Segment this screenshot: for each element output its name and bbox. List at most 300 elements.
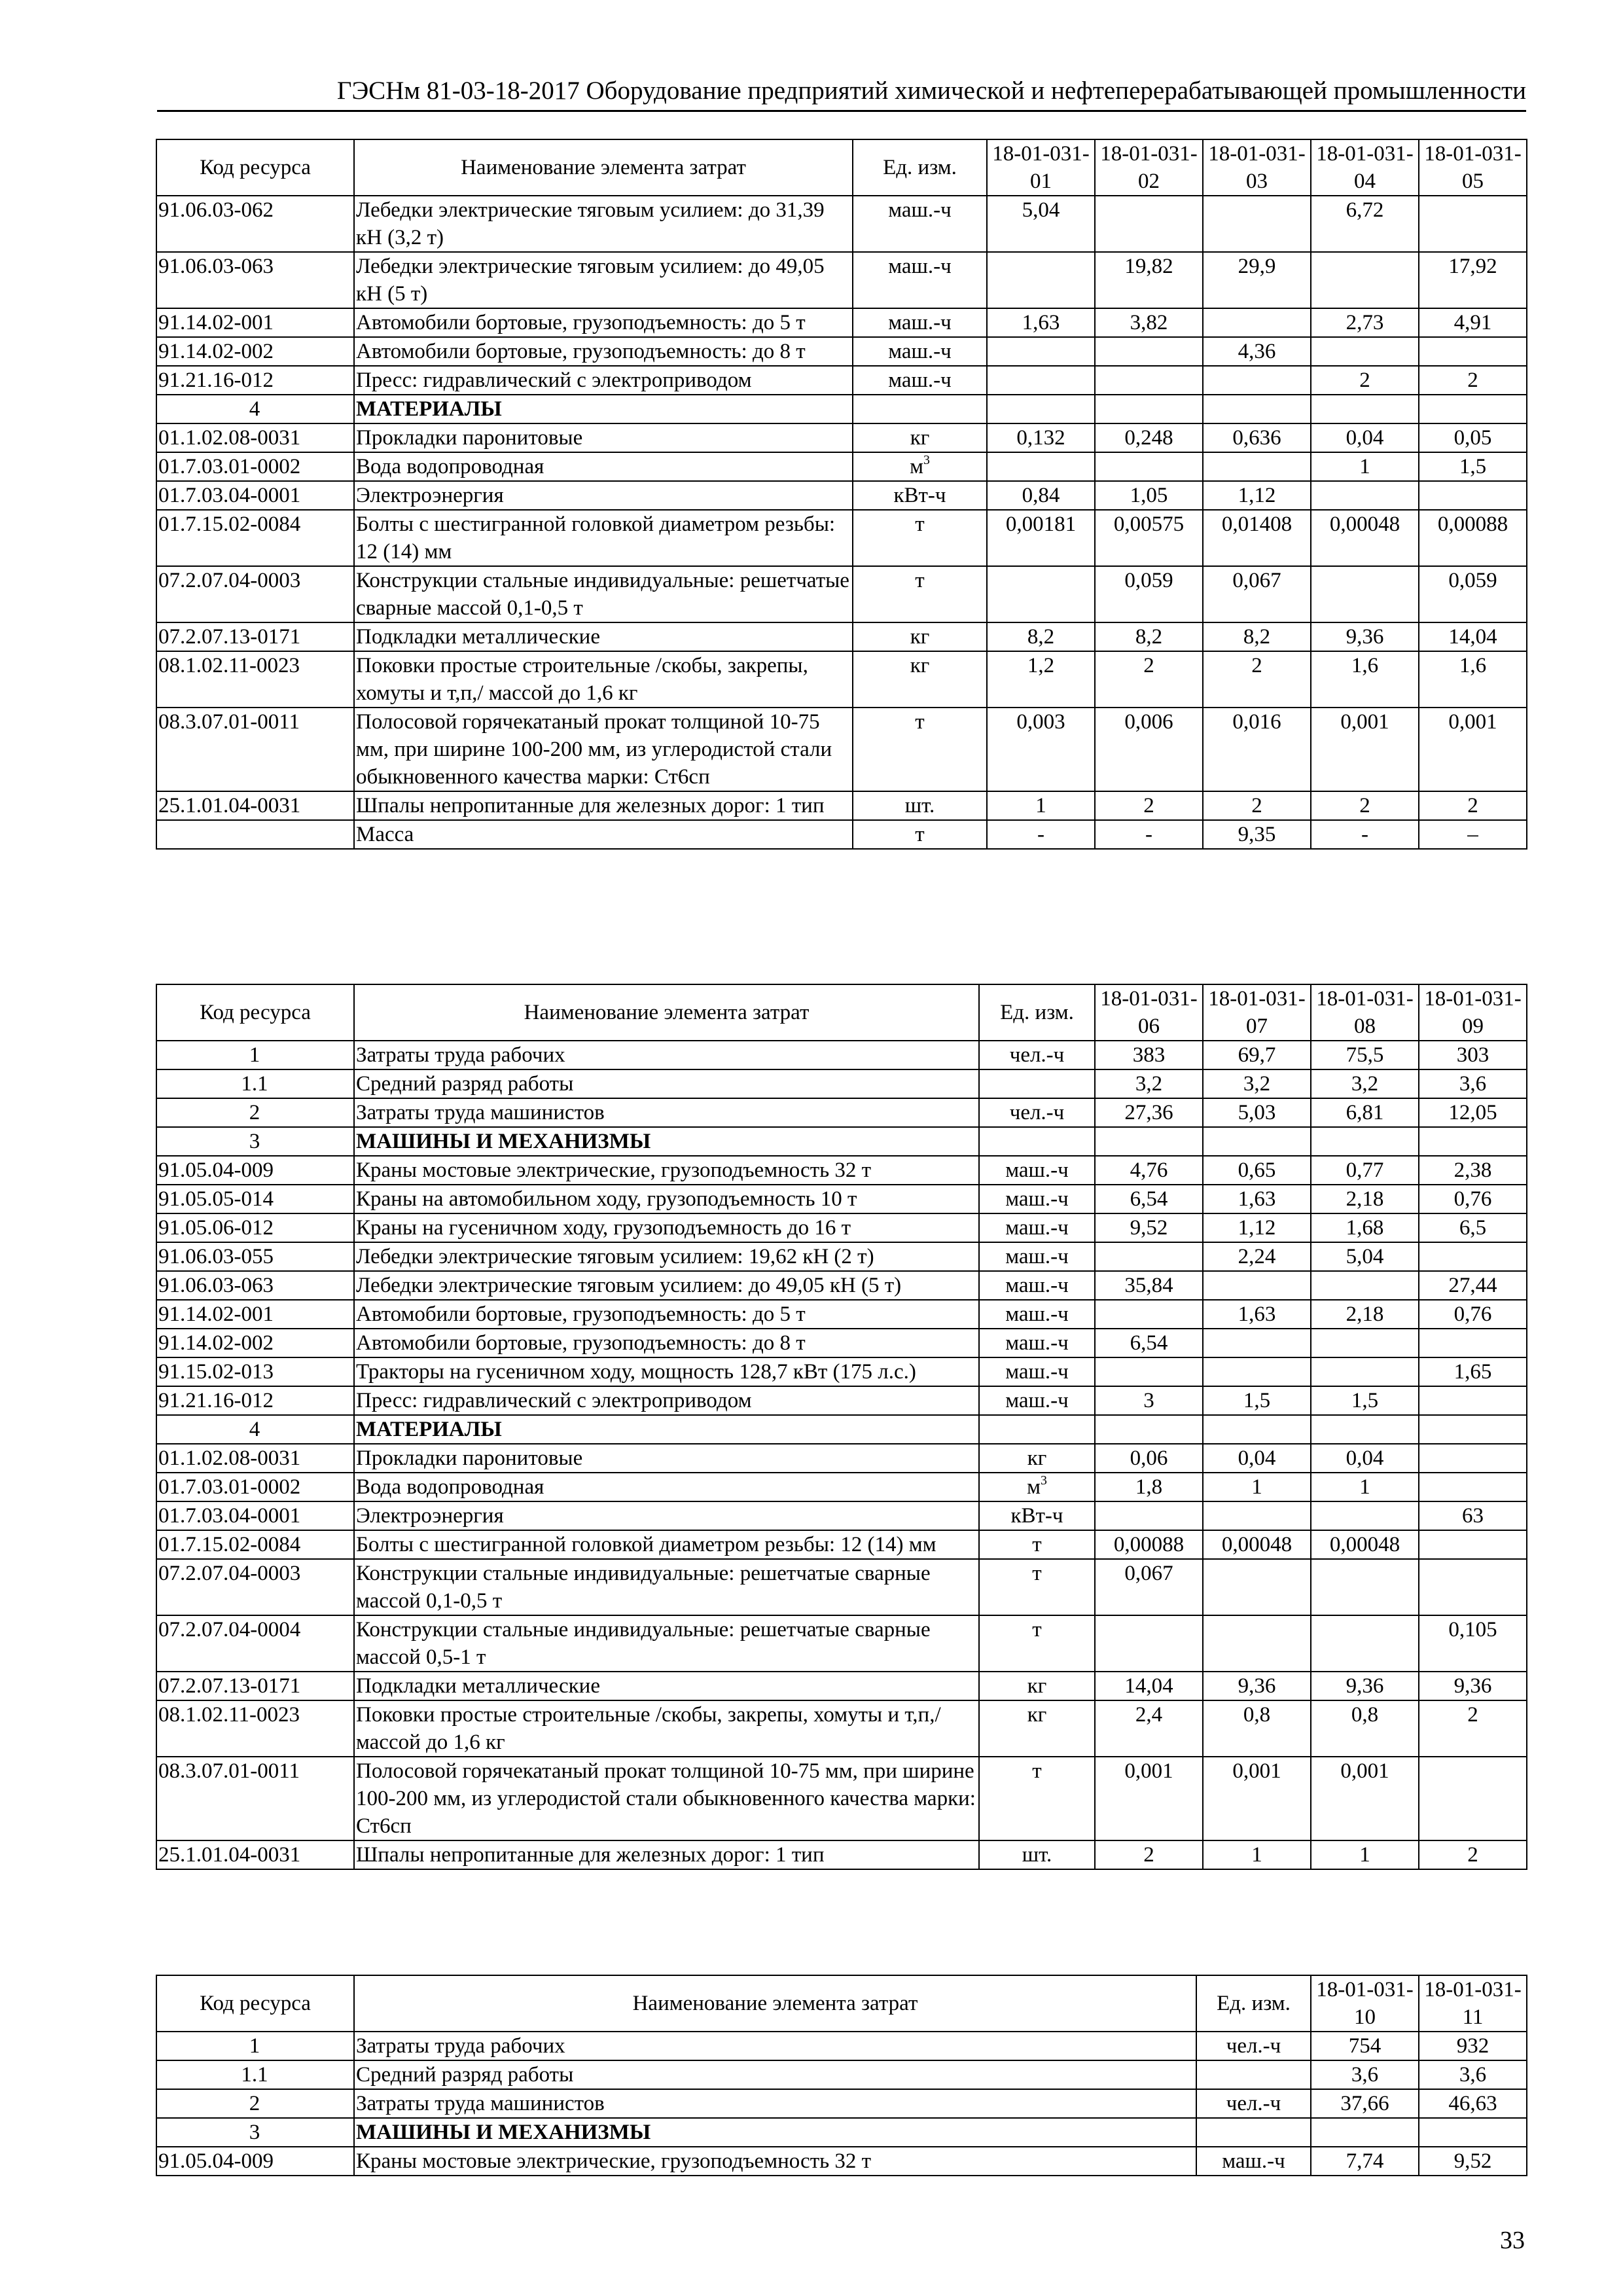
resource-unit bbox=[853, 481, 987, 510]
rate-value: 0,8 bbox=[1203, 1700, 1311, 1757]
rate-value: 0,001 bbox=[1095, 1757, 1203, 1840]
resource-code: 08.1.02.11-0023 bbox=[156, 651, 354, 708]
rate-value: 0,04 bbox=[1311, 423, 1419, 452]
rate-value bbox=[1311, 1357, 1419, 1386]
rate-value: 0,059 bbox=[1419, 566, 1527, 622]
table-row bbox=[156, 1444, 1527, 1473]
rate-value bbox=[1203, 1271, 1311, 1300]
resource-name: Пресс: гидравлический с электроприводом bbox=[354, 366, 853, 395]
rate-value: 63 bbox=[1419, 1501, 1527, 1530]
resource-code: 91.14.02-002 bbox=[156, 1329, 354, 1357]
unit-text: кВт-ч bbox=[1010, 1504, 1063, 1528]
rate-value: 4,91 bbox=[1419, 308, 1527, 337]
rate-value: 9,52 bbox=[1419, 2147, 1527, 2176]
resource-code: 1.1 bbox=[156, 1069, 354, 1098]
rate-value bbox=[1095, 1357, 1203, 1386]
resource-code: 2 bbox=[156, 1098, 354, 1127]
rate-value bbox=[1095, 395, 1203, 423]
rate-value: 5,04 bbox=[1311, 1242, 1419, 1271]
resource-name: Подкладки металлические bbox=[354, 1672, 979, 1700]
resource-code: 01.1.02.08-0031 bbox=[156, 1444, 354, 1473]
unit-text: т bbox=[915, 823, 925, 846]
rate-value: 2 bbox=[1419, 366, 1527, 395]
rate-value: 0,05 bbox=[1419, 423, 1527, 452]
resource-unit bbox=[853, 423, 987, 452]
rate-value: 3,6 bbox=[1419, 2060, 1527, 2089]
rate-value: 5,04 bbox=[987, 196, 1095, 252]
rate-value: 0,248 bbox=[1095, 423, 1203, 452]
rate-value: 932 bbox=[1419, 2032, 1527, 2060]
resource-code: 01.1.02.08-0031 bbox=[156, 423, 354, 452]
rate-value bbox=[1203, 366, 1311, 395]
table-row bbox=[156, 1473, 1527, 1501]
resource-name: МАТЕРИАЛЫ bbox=[354, 395, 853, 423]
page-number: 33 bbox=[1500, 2227, 1525, 2254]
rate-value bbox=[1203, 1127, 1311, 1156]
rate-value: 0,001 bbox=[1311, 708, 1419, 791]
unit-text: маш.-ч bbox=[1005, 1216, 1069, 1240]
unit-text: т bbox=[915, 710, 925, 734]
rate-value: - bbox=[1095, 820, 1203, 849]
rate-value: 75,5 bbox=[1311, 1041, 1419, 1069]
col-header-rate: 18-01-031-09 bbox=[1419, 984, 1527, 1041]
rate-value: 0,8 bbox=[1311, 1700, 1419, 1757]
rate-value bbox=[1419, 1473, 1527, 1501]
resource-name: Конструкции стальные индивидуальные: решетчатые сварные массой 0,1-0,5 т bbox=[354, 566, 853, 622]
resource-code: 01.7.15.02-0084 bbox=[156, 1530, 354, 1559]
rate-value: 1 bbox=[1203, 1840, 1311, 1869]
rate-value bbox=[1419, 1530, 1527, 1559]
rate-value: 2 bbox=[1419, 1840, 1527, 1869]
rate-value: 2 bbox=[1419, 1700, 1527, 1757]
rate-value: 0,00088 bbox=[1419, 510, 1527, 566]
resource-unit bbox=[853, 622, 987, 651]
unit-text: т bbox=[915, 512, 925, 536]
resource-code: 91.14.02-002 bbox=[156, 337, 354, 366]
col-header-unit: Ед. изм. bbox=[979, 984, 1095, 1041]
resource-code: 3 bbox=[156, 1127, 354, 1156]
resource-name: Прокладки паронитовые bbox=[354, 1444, 979, 1473]
table-row bbox=[156, 2147, 1527, 2176]
resource-code: 91.05.05-014 bbox=[156, 1185, 354, 1213]
rate-value bbox=[1203, 308, 1311, 337]
rate-value bbox=[1095, 452, 1203, 481]
resource-code: 01.7.03.04-0001 bbox=[156, 481, 354, 510]
resource-code: 01.7.03.01-0002 bbox=[156, 1473, 354, 1501]
resource-name: Поковки простые строительные /скобы, закрепы, хомуты и т,п,/ массой до 1,6 кг bbox=[354, 651, 853, 708]
resource-code: 91.06.03-063 bbox=[156, 1271, 354, 1300]
rate-value: 0,067 bbox=[1203, 566, 1311, 622]
rate-value bbox=[1419, 196, 1527, 252]
rate-value: 0,01408 bbox=[1203, 510, 1311, 566]
rate-value: 0,04 bbox=[1203, 1444, 1311, 1473]
resource-unit bbox=[853, 308, 987, 337]
resource-code: 91.06.03-062 bbox=[156, 196, 354, 252]
rate-value: 5,03 bbox=[1203, 1098, 1311, 1127]
resource-unit bbox=[1196, 2089, 1311, 2118]
resource-unit bbox=[853, 510, 987, 566]
rate-value: 0,06 bbox=[1095, 1444, 1203, 1473]
resource-name: Шпалы непропитанные для железных дорог: 1 тип bbox=[354, 1840, 979, 1869]
resource-code: 91.06.03-055 bbox=[156, 1242, 354, 1271]
col-header-rate: 18-01-031-01 bbox=[987, 139, 1095, 196]
unit-text: т bbox=[1032, 1618, 1042, 1641]
rate-value bbox=[1419, 2118, 1527, 2147]
unit-text: кг bbox=[1027, 1674, 1047, 1698]
resource-code: 1.1 bbox=[156, 2060, 354, 2089]
table-row bbox=[156, 1242, 1527, 1271]
resource-unit bbox=[979, 1386, 1095, 1415]
table-row bbox=[156, 2089, 1527, 2118]
resource-unit bbox=[853, 337, 987, 366]
table-row bbox=[156, 2060, 1527, 2089]
rate-value: 1,5 bbox=[1419, 452, 1527, 481]
rate-value: 3,82 bbox=[1095, 308, 1203, 337]
table-row bbox=[156, 452, 1527, 481]
unit-text: кг bbox=[910, 625, 930, 649]
rate-value: 0,016 bbox=[1203, 708, 1311, 791]
rate-value: 4,76 bbox=[1095, 1156, 1203, 1185]
resource-name: Краны мостовые электрические, грузоподъемность 32 т bbox=[354, 2147, 1196, 2176]
unit-text: кг bbox=[1027, 1703, 1047, 1727]
rate-value: 9,36 bbox=[1311, 1672, 1419, 1700]
rate-value: 1,12 bbox=[1203, 481, 1311, 510]
rate-value: 6,54 bbox=[1095, 1329, 1203, 1357]
unit-text: маш.-ч bbox=[888, 311, 952, 334]
resource-code: 4 bbox=[156, 1415, 354, 1444]
resource-code: 91.05.04-009 bbox=[156, 2147, 354, 2176]
resource-name: Вода водопроводная bbox=[354, 1473, 979, 1501]
resource-name: МАТЕРИАЛЫ bbox=[354, 1415, 979, 1444]
resource-name: Поковки простые строительные /скобы, закрепы, хомуты и т,п,/ массой до 1,6 кг bbox=[354, 1700, 979, 1757]
resource-name: Болты с шестигранной головкой диаметром резьбы: 12 (14) мм bbox=[354, 510, 853, 566]
rate-value: 1 bbox=[1311, 1840, 1419, 1869]
resource-unit bbox=[853, 395, 987, 423]
rate-value: 0,04 bbox=[1311, 1444, 1419, 1473]
resource-unit bbox=[979, 1700, 1095, 1757]
resource-name: Затраты труда машинистов bbox=[354, 2089, 1196, 2118]
rate-value: 1,2 bbox=[987, 651, 1095, 708]
table-row bbox=[156, 1329, 1527, 1357]
resource-unit bbox=[979, 1615, 1095, 1672]
table-row bbox=[156, 395, 1527, 423]
table-header-row bbox=[156, 984, 1527, 1041]
rate-value: 12,05 bbox=[1419, 1098, 1527, 1127]
resource-name: МАШИНЫ И МЕХАНИЗМЫ bbox=[354, 2118, 1196, 2147]
rate-value: 1,5 bbox=[1311, 1386, 1419, 1415]
resource-code: 91.14.02-001 bbox=[156, 308, 354, 337]
rate-value bbox=[1419, 1329, 1527, 1357]
unit-text: чел.-ч bbox=[1009, 1043, 1065, 1067]
rate-value bbox=[1419, 1386, 1527, 1415]
rate-value: 0,77 bbox=[1311, 1156, 1419, 1185]
rate-value bbox=[987, 337, 1095, 366]
table-header-row bbox=[156, 139, 1527, 196]
rate-value bbox=[1311, 1415, 1419, 1444]
unit-text: шт. bbox=[904, 794, 935, 817]
resource-name: Лебедки электрические тяговым усилием: до 49,05 кН (5 т) bbox=[354, 252, 853, 308]
rate-value bbox=[1311, 1501, 1419, 1530]
unit-text: кг bbox=[910, 426, 930, 450]
rate-value bbox=[1419, 481, 1527, 510]
rate-value: 0,067 bbox=[1095, 1559, 1203, 1615]
table-row bbox=[156, 1041, 1527, 1069]
rate-value: 3,6 bbox=[1419, 1069, 1527, 1098]
rate-value bbox=[1419, 337, 1527, 366]
resource-unit bbox=[979, 1041, 1095, 1069]
resource-name: Конструкции стальные индивидуальные: решетчатые сварные массой 0,1-0,5 т bbox=[354, 1559, 979, 1615]
resource-unit bbox=[979, 1271, 1095, 1300]
rate-value: 14,04 bbox=[1095, 1672, 1203, 1700]
table-row bbox=[156, 1185, 1527, 1213]
rate-value bbox=[1095, 366, 1203, 395]
resource-unit bbox=[979, 1530, 1095, 1559]
unit-text: маш.-ч bbox=[888, 368, 952, 392]
resource-name: Лебедки электрические тяговым усилием: до 49,05 кН (5 т) bbox=[354, 1271, 979, 1300]
resource-unit bbox=[853, 452, 987, 481]
rate-value: 2 bbox=[1203, 791, 1311, 820]
table-row bbox=[156, 196, 1527, 252]
rate-value: 8,2 bbox=[1095, 622, 1203, 651]
unit-text: т bbox=[1032, 1759, 1042, 1783]
table-row bbox=[156, 1213, 1527, 1242]
rate-value: 9,36 bbox=[1419, 1672, 1527, 1700]
col-header-code: Код ресурса bbox=[156, 139, 354, 196]
rate-value: 0,84 bbox=[987, 481, 1095, 510]
col-header-name: Наименование элемента затрат bbox=[354, 1975, 1196, 2032]
resource-code: 1 bbox=[156, 1041, 354, 1069]
rate-value: 35,84 bbox=[1095, 1271, 1203, 1300]
table-row bbox=[156, 481, 1527, 510]
rate-value: 0,00181 bbox=[987, 510, 1095, 566]
rate-value bbox=[1311, 566, 1419, 622]
resource-code: 91.21.16-012 bbox=[156, 366, 354, 395]
table-row bbox=[156, 1127, 1527, 1156]
rate-value: 383 bbox=[1095, 1041, 1203, 1069]
resource-code: 91.15.02-013 bbox=[156, 1357, 354, 1386]
rate-value: 2,4 bbox=[1095, 1700, 1203, 1757]
resource-name: Краны мостовые электрические, грузоподъемность 32 т bbox=[354, 1156, 979, 1185]
resource-code: 07.2.07.13-0171 bbox=[156, 1672, 354, 1700]
unit-text: маш.-ч bbox=[1005, 1360, 1069, 1384]
resource-unit bbox=[979, 1559, 1095, 1615]
unit-text: маш.-ч bbox=[1005, 1331, 1069, 1355]
resource-code: 01.7.03.04-0001 bbox=[156, 1501, 354, 1530]
rate-value: 2 bbox=[1095, 791, 1203, 820]
resource-unit bbox=[979, 1840, 1095, 1869]
rate-value: 1,63 bbox=[1203, 1300, 1311, 1329]
rate-value: 0,00048 bbox=[1311, 1530, 1419, 1559]
resource-code: 2 bbox=[156, 2089, 354, 2118]
resource-code: 91.05.06-012 bbox=[156, 1213, 354, 1242]
resource-code: 01.7.15.02-0084 bbox=[156, 510, 354, 566]
table-row bbox=[156, 791, 1527, 820]
resource-unit bbox=[979, 1444, 1095, 1473]
table-row bbox=[156, 1300, 1527, 1329]
table-row bbox=[156, 1615, 1527, 1672]
rate-value bbox=[1419, 1127, 1527, 1156]
resource-name: Прокладки паронитовые bbox=[354, 423, 853, 452]
resource-code: 91.06.03-063 bbox=[156, 252, 354, 308]
rate-value: 1 bbox=[1311, 1473, 1419, 1501]
resource-code: 25.1.01.04-0031 bbox=[156, 1840, 354, 1869]
rate-value: 0,132 bbox=[987, 423, 1095, 452]
rate-value: 9,52 bbox=[1095, 1213, 1203, 1242]
resource-name: Электроэнергия bbox=[354, 1501, 979, 1530]
col-header-rate: 18-01-031-02 bbox=[1095, 139, 1203, 196]
rate-value bbox=[1311, 1329, 1419, 1357]
rate-value: 0,001 bbox=[1419, 708, 1527, 791]
rate-value: 6,72 bbox=[1311, 196, 1419, 252]
resource-unit bbox=[979, 1672, 1095, 1700]
resource-code: 07.2.07.04-0003 bbox=[156, 566, 354, 622]
table-row bbox=[156, 1700, 1527, 1757]
resource-unit bbox=[1196, 2032, 1311, 2060]
rate-value: 0,006 bbox=[1095, 708, 1203, 791]
rate-value: 0,059 bbox=[1095, 566, 1203, 622]
rate-value bbox=[1095, 1127, 1203, 1156]
rate-value: 17,92 bbox=[1419, 252, 1527, 308]
rate-value: 0,00048 bbox=[1311, 510, 1419, 566]
rate-value: 0,00575 bbox=[1095, 510, 1203, 566]
rate-value: 27,44 bbox=[1419, 1271, 1527, 1300]
resource-name: МАШИНЫ И МЕХАНИЗМЫ bbox=[354, 1127, 979, 1156]
rate-value: 1,65 bbox=[1419, 1357, 1527, 1386]
rate-value bbox=[1311, 395, 1419, 423]
rate-value: 0,003 bbox=[987, 708, 1095, 791]
resource-code: 91.21.16-012 bbox=[156, 1386, 354, 1415]
rate-value: 46,63 bbox=[1419, 2089, 1527, 2118]
table-row bbox=[156, 1757, 1527, 1840]
col-header-rate: 18-01-031-03 bbox=[1203, 139, 1311, 196]
rate-value: – bbox=[1419, 820, 1527, 849]
rate-value: 0,001 bbox=[1203, 1757, 1311, 1840]
rate-value bbox=[987, 395, 1095, 423]
table-row bbox=[156, 2032, 1527, 2060]
rate-value: 19,82 bbox=[1095, 252, 1203, 308]
unit-text: м bbox=[910, 455, 923, 478]
rate-value bbox=[1095, 337, 1203, 366]
rate-value: 7,74 bbox=[1311, 2147, 1419, 2176]
rate-value: 1,6 bbox=[1419, 651, 1527, 708]
rate-value bbox=[1203, 1501, 1311, 1530]
rate-value bbox=[1203, 1559, 1311, 1615]
rate-value bbox=[1311, 1271, 1419, 1300]
table-row bbox=[156, 2118, 1527, 2147]
resource-name: Полосовой горячекатаный прокат толщиной 10-75 мм, при ширине 100-200 мм, из углеродистой стали обыкновенного качества марки: Ст6сп bbox=[354, 708, 853, 791]
col-header-rate: 18-01-031-05 bbox=[1419, 139, 1527, 196]
rate-value bbox=[1311, 1559, 1419, 1615]
resource-name: Средний разряд работы bbox=[354, 1069, 979, 1098]
resource-name: Затраты труда рабочих bbox=[354, 2032, 1196, 2060]
resource-name: Автомобили бортовые, грузоподъемность: до 5 т bbox=[354, 1300, 979, 1329]
unit-text: кг bbox=[1027, 1446, 1047, 1470]
resource-code: 07.2.07.13-0171 bbox=[156, 622, 354, 651]
rate-value: 2 bbox=[1419, 791, 1527, 820]
rate-value: 6,5 bbox=[1419, 1213, 1527, 1242]
document-title: ГЭСНм 81-03-18-2017 Оборудование предприятий химической и нефтеперерабатывающей промышленности bbox=[336, 77, 1526, 105]
rate-value: 14,04 bbox=[1419, 622, 1527, 651]
table-row bbox=[156, 820, 1527, 849]
resource-name: Краны на гусеничном ходу, грузоподъемность до 16 т bbox=[354, 1213, 979, 1242]
unit-text: маш.-ч bbox=[1222, 2149, 1285, 2173]
table-row bbox=[156, 1069, 1527, 1098]
rate-value: 0,65 bbox=[1203, 1156, 1311, 1185]
resource-name: Затраты труда машинистов bbox=[354, 1098, 979, 1127]
unit-text: маш.-ч bbox=[1005, 1302, 1069, 1326]
rate-value bbox=[1203, 395, 1311, 423]
rate-value bbox=[1419, 1559, 1527, 1615]
resource-unit bbox=[1196, 2060, 1311, 2089]
table-row bbox=[156, 1156, 1527, 1185]
unit-text: т bbox=[1032, 1533, 1042, 1556]
col-header-rate: 18-01-031-04 bbox=[1311, 139, 1419, 196]
resource-name: Конструкции стальные индивидуальные: решетчатые сварные массой 0,5-1 т bbox=[354, 1615, 979, 1672]
rate-value: 37,66 bbox=[1311, 2089, 1419, 2118]
rate-value bbox=[1311, 1615, 1419, 1672]
rate-value bbox=[1419, 395, 1527, 423]
resource-unit bbox=[853, 366, 987, 395]
table-row bbox=[156, 651, 1527, 708]
rate-value bbox=[1311, 1127, 1419, 1156]
resource-unit bbox=[979, 1185, 1095, 1213]
resource-unit bbox=[979, 1213, 1095, 1242]
resource-name: Лебедки электрические тяговым усилием: до 31,39 кН (3,2 т) bbox=[354, 196, 853, 252]
resource-code: 4 bbox=[156, 395, 354, 423]
table-row bbox=[156, 510, 1527, 566]
resource-unit bbox=[979, 1757, 1095, 1840]
resource-code: 91.05.04-009 bbox=[156, 1156, 354, 1185]
table-row bbox=[156, 622, 1527, 651]
resource-name: Полосовой горячекатаный прокат толщиной 10-75 мм, при ширине 100-200 мм, из углеродистой стали обыкновенного качества марки: Ст6сп bbox=[354, 1757, 979, 1840]
resource-code: 07.2.07.04-0004 bbox=[156, 1615, 354, 1672]
table-row bbox=[156, 1098, 1527, 1127]
rate-value bbox=[1095, 1242, 1203, 1271]
rate-value: 2 bbox=[1095, 651, 1203, 708]
resource-unit bbox=[1196, 2118, 1311, 2147]
rate-value bbox=[1203, 1329, 1311, 1357]
rate-value: 2 bbox=[1311, 366, 1419, 395]
resource-code: 07.2.07.04-0003 bbox=[156, 1559, 354, 1615]
unit-text: м bbox=[1027, 1475, 1041, 1499]
col-header-code: Код ресурса bbox=[156, 1975, 354, 2032]
rate-value: 2,24 bbox=[1203, 1242, 1311, 1271]
rate-value bbox=[1311, 481, 1419, 510]
rate-value bbox=[1419, 1444, 1527, 1473]
resource-name: Подкладки металлические bbox=[354, 622, 853, 651]
resource-name: Автомобили бортовые, грузоподъемность: до 5 т bbox=[354, 308, 853, 337]
table-row bbox=[156, 337, 1527, 366]
rate-value: 1,05 bbox=[1095, 481, 1203, 510]
resource-table-3 bbox=[156, 1975, 1527, 2176]
resource-unit bbox=[853, 820, 987, 849]
resource-unit bbox=[853, 791, 987, 820]
unit-text: маш.-ч bbox=[1005, 1274, 1069, 1297]
resource-unit bbox=[853, 252, 987, 308]
resource-name: Автомобили бортовые, грузоподъемность: до 8 т bbox=[354, 337, 853, 366]
rate-value: 2 bbox=[1095, 1840, 1203, 1869]
rate-value: 0,105 bbox=[1419, 1615, 1527, 1672]
rate-value bbox=[1095, 1300, 1203, 1329]
rate-value: 2,18 bbox=[1311, 1185, 1419, 1213]
unit-text: кВт-ч bbox=[893, 484, 946, 507]
resource-name: Автомобили бортовые, грузоподъемность: до 8 т bbox=[354, 1329, 979, 1357]
resource-name: Затраты труда рабочих bbox=[354, 1041, 979, 1069]
resource-code: 3 bbox=[156, 2118, 354, 2147]
resource-unit bbox=[979, 1329, 1095, 1357]
resource-name: Шпалы непропитанные для железных дорог: 1 тип bbox=[354, 791, 853, 820]
rate-value: - bbox=[987, 820, 1095, 849]
